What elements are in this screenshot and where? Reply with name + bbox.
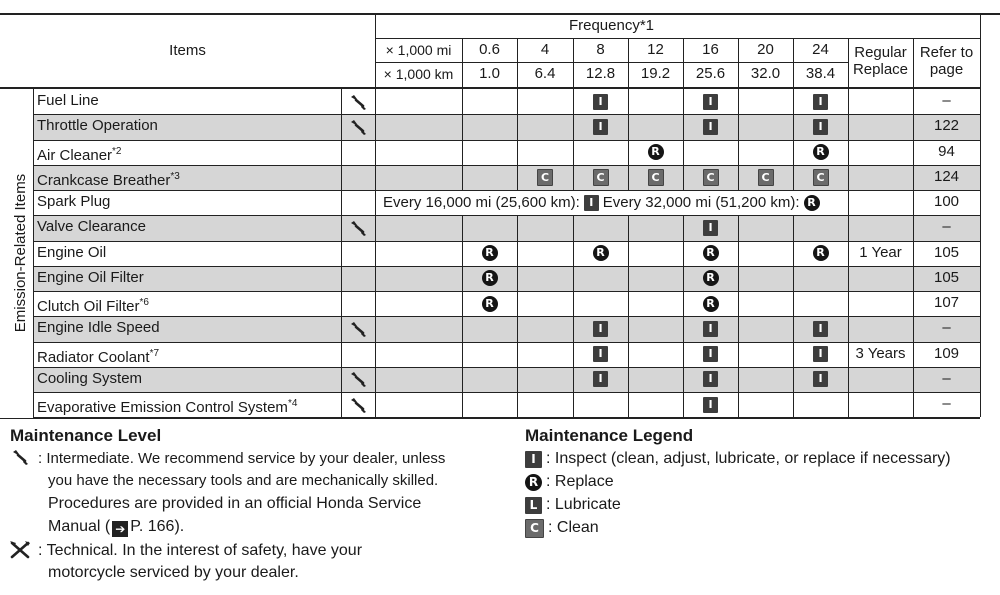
item-name (37, 116, 158, 136)
symbol-i: I (813, 346, 828, 362)
schedule-cell (573, 165, 628, 190)
wrench-icon (348, 370, 368, 388)
regular-replace-header: Replace (852, 61, 909, 78)
schedule-cell (793, 342, 848, 367)
interval-replace: Every 32,000 mi (51,200 km): (602, 194, 800, 212)
legend-item (525, 494, 621, 516)
arrow-right-icon: ➔ (112, 521, 128, 537)
mileage-mi: 0.6 (479, 41, 500, 58)
mileage-km: 12.8 (585, 65, 616, 82)
symbol-i: I (593, 94, 608, 110)
maintenance-level-title: Maintenance Level (10, 426, 162, 445)
schedule-cell (793, 140, 848, 165)
legend-text: : Clean (548, 519, 599, 536)
symbol-i: I (593, 371, 608, 387)
grid-line (628, 38, 629, 417)
page-ref: – (942, 92, 951, 109)
technical-desc: : Technical. In the interest of safety, have your (38, 542, 363, 559)
item-label: Cooling System (37, 369, 143, 387)
page-ref: 107 (933, 294, 960, 311)
level-cell (341, 367, 375, 392)
intermediate-desc (48, 493, 421, 515)
grid-line (33, 392, 980, 393)
wrench-icon (348, 93, 368, 111)
symbol-i: I (593, 119, 608, 135)
schedule-cell (462, 266, 517, 291)
schedule-cell (683, 114, 738, 139)
interval-inspect: Every 16,000 mi (25,600 km): (383, 194, 580, 212)
desc-text: Manual ( (48, 518, 111, 535)
page-ref: – (942, 395, 951, 412)
item-label: Engine Idle Speed (37, 319, 160, 337)
symbol-r: R (525, 474, 542, 491)
regular-replace: 1 Year (859, 243, 902, 261)
schedule-cell (683, 291, 738, 316)
symbol-r: R (804, 195, 820, 211)
item-label: Clutch Oil Filter (37, 298, 140, 315)
schedule-cell (683, 215, 738, 240)
regular-replace-header: Regular (854, 44, 907, 61)
mileage-km: 38.4 (805, 65, 836, 82)
footnote-ref: *4 (287, 398, 298, 409)
item-label: Fuel Line (37, 92, 99, 109)
emission-related-label: Emission-Related Items (12, 173, 29, 333)
schedule-cell (683, 266, 738, 291)
legend-item (525, 471, 614, 493)
symbol-c: C (648, 169, 664, 186)
item-label: Spark Plug (37, 193, 111, 210)
row-shading (33, 215, 980, 240)
symbol-r: R (648, 144, 664, 160)
page-ref: 122 (933, 117, 960, 135)
manual-page-ref[interactable]: P. 166). (130, 518, 185, 535)
symbol-i: I (703, 94, 718, 110)
schedule-cell (573, 89, 628, 114)
symbol-i: I (593, 321, 608, 337)
symbol-i: I (593, 346, 608, 362)
wrench-icon (348, 219, 368, 237)
schedule-cell (573, 316, 628, 341)
schedule-cell (683, 89, 738, 114)
level-icon-wrap (10, 448, 30, 471)
page-ref: 105 (933, 268, 960, 286)
footnote-ref: *7 (149, 347, 160, 359)
symbol-r: R (482, 296, 498, 312)
regular-replace: 3 Years (855, 344, 906, 362)
footnote-ref: *6 (139, 297, 149, 308)
mileage-mi: 20 (757, 41, 774, 58)
mileage-mi: 8 (596, 41, 605, 58)
schedule-cell (793, 89, 848, 114)
symbol-i: I (703, 119, 718, 135)
symbol-c: C (813, 169, 829, 186)
legend-text: : Replace (546, 473, 614, 490)
desc-text: you have the necessary tools and are mechanically skilled. (48, 472, 439, 489)
wrench-icon (348, 396, 368, 414)
item-name (37, 293, 149, 317)
refer-page-header: Refer to (919, 44, 974, 61)
symbol-c: C (703, 169, 719, 186)
symbol-i: I (703, 220, 718, 236)
legend-text: : Inspect (clean, adjust, lubricate, or replace if necessary) (546, 450, 951, 467)
schedule-cell (683, 367, 738, 392)
symbol-r: R (813, 144, 829, 160)
grid-line (738, 38, 739, 417)
item-name (37, 192, 110, 212)
schedule-cell (683, 316, 738, 341)
symbol-c: C (593, 169, 609, 186)
symbol-i: I (813, 371, 828, 387)
mileage-km: 6.4 (534, 65, 556, 82)
grid-line (375, 38, 980, 39)
mileage-km: 1.0 (479, 65, 500, 82)
schedule-cell (793, 367, 848, 392)
top-border (0, 13, 1000, 15)
mileage-km: 25.6 (695, 65, 726, 82)
grid-line (980, 13, 981, 417)
spark-plug-interval (383, 190, 820, 215)
item-name (37, 217, 146, 237)
footnote-ref: *3 (170, 170, 180, 182)
technical-desc: motorcycle serviced by your dealer. (48, 564, 299, 581)
page-ref: – (942, 369, 951, 387)
level-cell (341, 316, 375, 341)
level-cell (341, 392, 375, 417)
symbol-i: I (813, 119, 828, 135)
symbol-i: I (703, 371, 718, 387)
footnote-ref: *2 (112, 145, 122, 157)
symbol-i: I (813, 321, 828, 337)
schedule-cell (793, 114, 848, 139)
symbol-l: L (525, 497, 542, 514)
schedule-cell (683, 165, 738, 190)
grid-line (0, 418, 980, 419)
page-ref: 100 (933, 193, 960, 210)
item-label: Engine Oil (37, 243, 107, 261)
symbol-c: C (525, 519, 544, 538)
item-label: Radiator Coolant (37, 348, 150, 366)
schedule-cell (628, 165, 683, 190)
unit-km: × 1,000 km (383, 66, 454, 82)
mileage-km: 32.0 (750, 65, 781, 82)
page-ref: 94 (938, 142, 955, 160)
grid-line (517, 38, 518, 417)
item-name (37, 369, 142, 389)
schedule-cell (793, 316, 848, 341)
schedule-cell (573, 342, 628, 367)
symbol-r: R (482, 270, 498, 286)
item-label: Evaporative Emission Control System (37, 399, 288, 416)
page-ref: 109 (933, 344, 960, 362)
item-name (37, 91, 99, 111)
mileage-mi: 24 (812, 41, 829, 58)
item-name (37, 243, 106, 263)
wrench-icon (10, 448, 30, 466)
legend-text: : Lubricate (546, 496, 621, 513)
page-ref: – (942, 319, 951, 337)
schedule-cell (683, 241, 738, 266)
symbol-c: C (537, 169, 553, 186)
page-ref: – (942, 218, 951, 236)
schedule-cell (462, 241, 517, 266)
schedule-cell (573, 241, 628, 266)
unit-mi: × 1,000 mi (385, 42, 452, 58)
symbol-r: R (703, 245, 719, 261)
items-header: Items (169, 42, 206, 59)
schedule-cell (683, 342, 738, 367)
symbol-r: R (482, 245, 498, 261)
item-name (37, 167, 180, 191)
grid-line (462, 38, 463, 417)
symbol-r: R (593, 245, 609, 261)
level-cell (341, 114, 375, 139)
technical-icon-wrap (9, 540, 31, 565)
item-name (37, 318, 160, 338)
mileage-mi: 4 (540, 41, 550, 58)
item-name (37, 268, 144, 288)
frequency-header: Frequency*1 (568, 17, 655, 34)
grid-line (33, 215, 980, 216)
symbol-i: I (703, 346, 718, 362)
crossed-tools-icon (9, 540, 31, 560)
schedule-cell (683, 392, 738, 417)
desc-text: Procedures are provided in an official Honda Service (48, 495, 422, 512)
grid-line (375, 62, 848, 63)
legend-item (525, 448, 951, 470)
maintenance-legend-title: Maintenance Legend (525, 426, 694, 445)
item-label: Air Cleaner (37, 146, 113, 164)
mileage-mi: 16 (702, 41, 719, 58)
mileage-mi: 12 (647, 41, 664, 58)
symbol-i: I (813, 94, 828, 110)
intermediate-desc (38, 448, 445, 470)
item-label: Throttle Operation (37, 117, 158, 135)
item-name (37, 394, 297, 418)
symbol-r: R (703, 296, 719, 312)
refer-page-header: page (929, 61, 964, 78)
symbol-i: I (525, 451, 542, 468)
schedule-cell (793, 165, 848, 190)
schedule-cell (462, 291, 517, 316)
item-name (37, 142, 121, 166)
item-label: Valve Clearance (37, 218, 146, 236)
page-ref: 105 (933, 243, 960, 261)
item-label: Engine Oil Filter (37, 268, 144, 286)
symbol-r: R (813, 245, 829, 261)
schedule-cell (573, 114, 628, 139)
wrench-icon (348, 118, 368, 136)
symbol-r: R (703, 270, 719, 286)
wrench-icon (348, 320, 368, 338)
schedule-cell (517, 165, 573, 190)
schedule-cell (573, 367, 628, 392)
level-cell (341, 89, 375, 114)
intermediate-desc (48, 516, 184, 538)
schedule-cell (793, 241, 848, 266)
level-cell (341, 215, 375, 240)
desc-text: : Intermediate. We recommend service by your dealer, unless (38, 450, 446, 467)
item-name (37, 344, 159, 368)
intermediate-desc (48, 470, 438, 492)
schedule-cell (738, 165, 793, 190)
symbol-c: C (758, 169, 774, 186)
mileage-km: 19.2 (640, 65, 671, 82)
symbol-i: I (584, 195, 599, 211)
symbol-i: I (703, 397, 718, 413)
item-label: Crankcase Breather (37, 171, 171, 189)
schedule-cell (628, 140, 683, 165)
legend-item (525, 517, 599, 539)
page-ref: 124 (933, 167, 960, 185)
symbol-i: I (703, 321, 718, 337)
